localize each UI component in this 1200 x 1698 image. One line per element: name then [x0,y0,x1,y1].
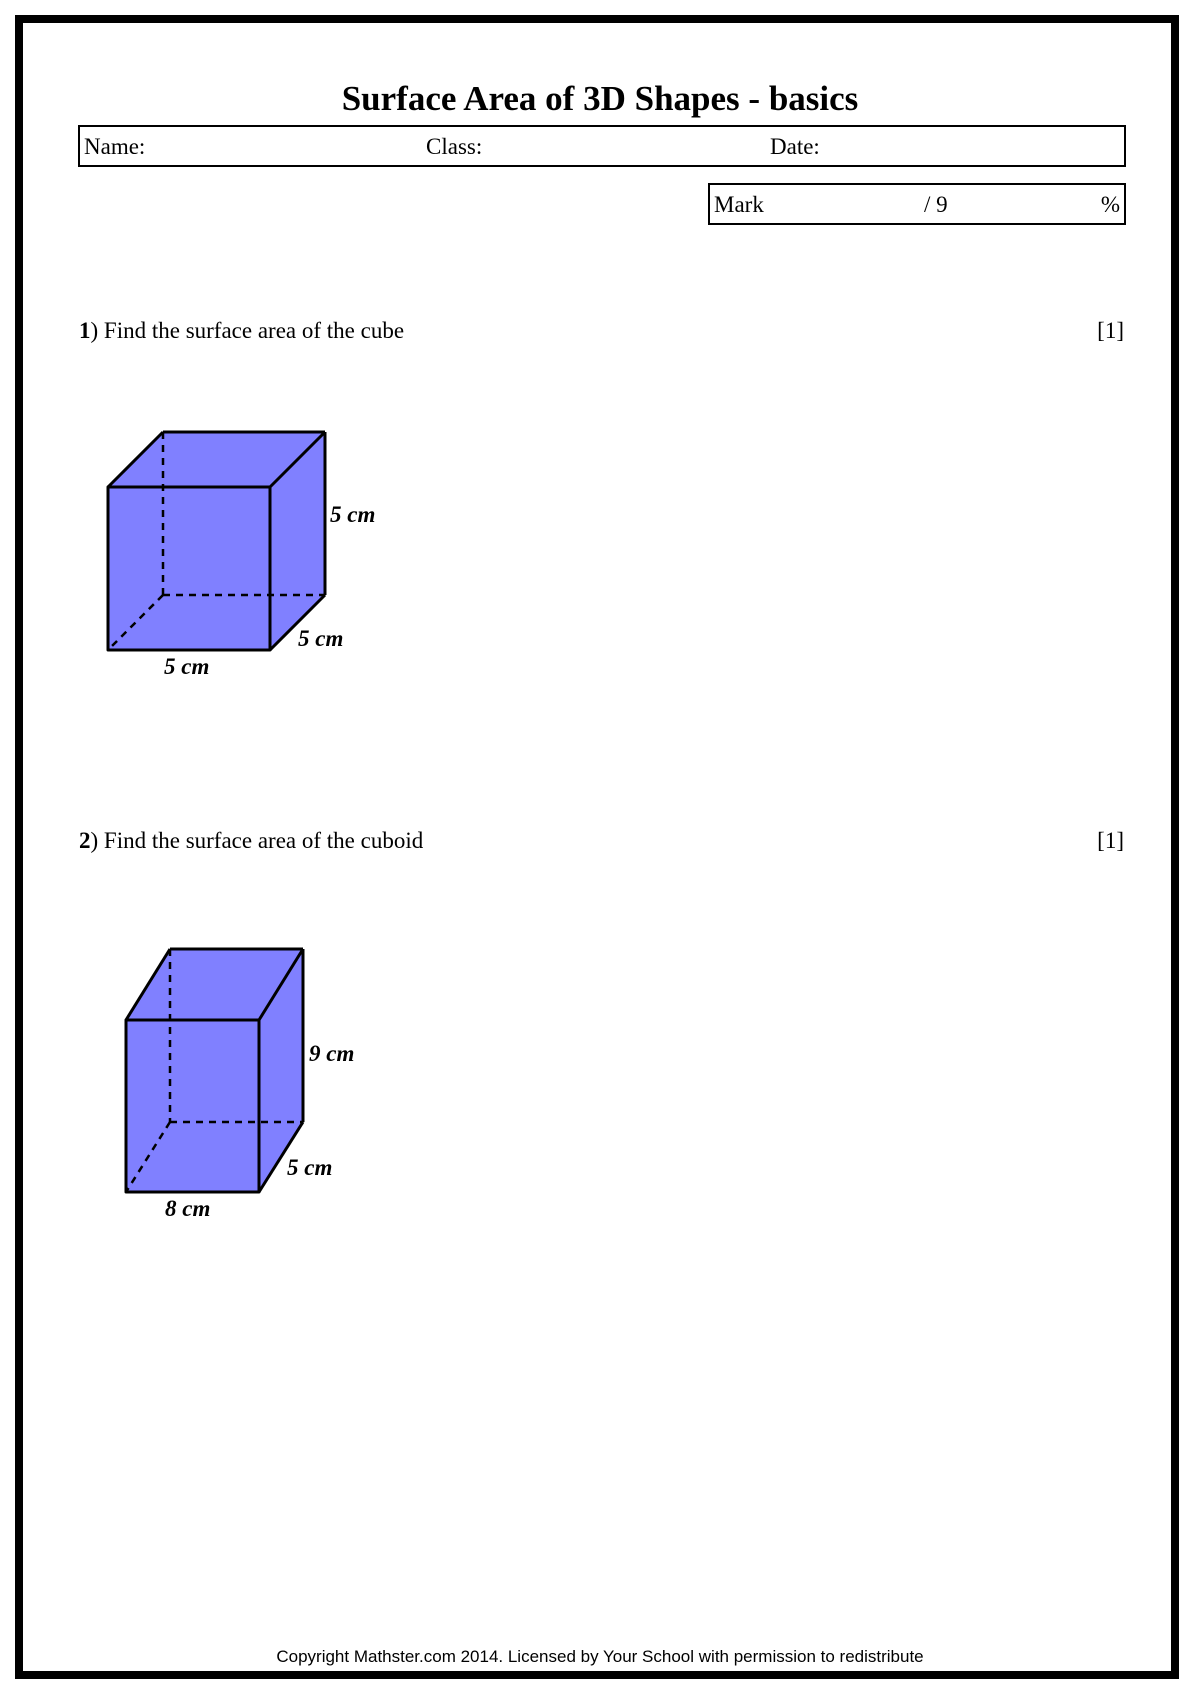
copyright-footer: Copyright Mathster.com 2014. Licensed by Your School with permission to redistribute [276,1647,924,1666]
cuboid-depth-label: 5 cm [287,1155,333,1180]
question-text: Find the surface area of the cuboid [98,828,424,853]
mark-label: Mark [714,192,764,217]
class-label: Class: [426,134,483,159]
cuboid-front-face [126,1020,259,1192]
worksheet-title: Surface Area of 3D Shapes - basics [341,79,859,118]
cube-depth-label: 5 cm [298,626,344,651]
mark-percent: % [1100,192,1120,217]
cuboid-figure [126,949,303,1192]
cube-width-label: 5 cm [164,654,210,679]
question-text: Find the surface area of the cube [98,318,405,343]
question-number: 1 [79,318,91,343]
name-label: Name: [84,134,146,159]
question-marks: [1] [1097,828,1124,853]
date-label: Date: [770,134,820,159]
question-marks: [1] [1097,318,1124,343]
cuboid-height-label: 9 cm [309,1041,355,1066]
cuboid-width-label: 8 cm [165,1196,211,1221]
cube-height-label: 5 cm [330,502,376,527]
mark-total: / 9 [924,192,948,217]
question-paren: ) [90,828,99,853]
question-paren: ) [90,318,99,343]
question-number: 2 [79,828,91,853]
